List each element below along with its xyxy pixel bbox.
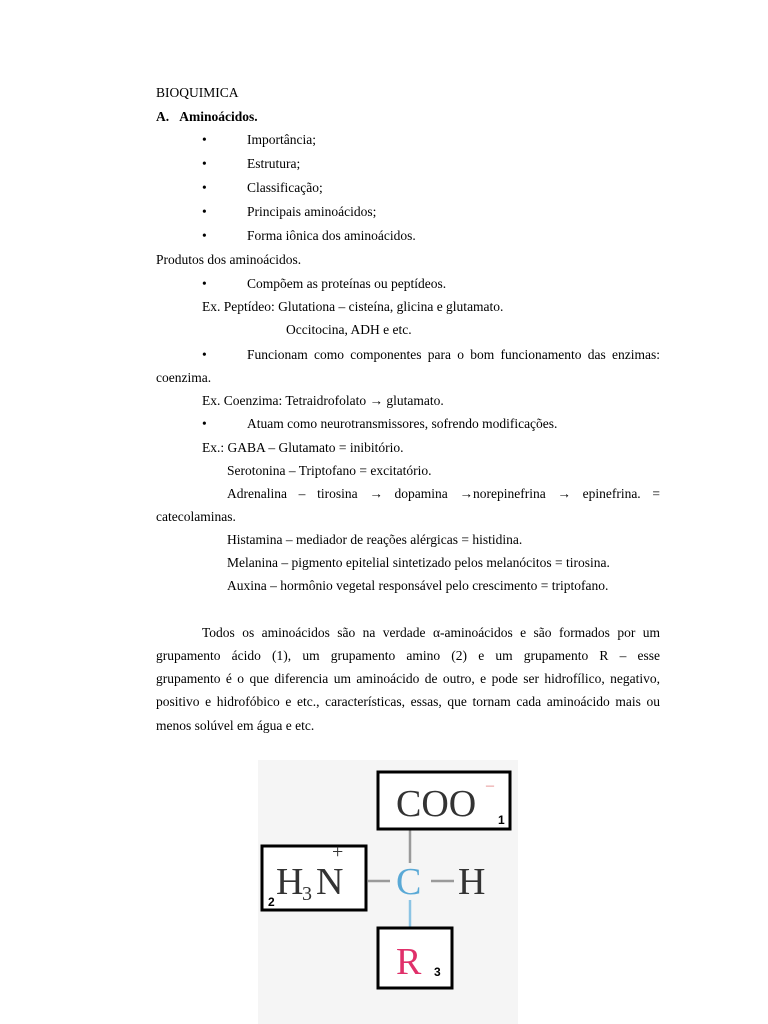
amino-n: N — [316, 861, 344, 903]
topic-item: Classificação; — [247, 180, 323, 195]
example-auxina: Auxina – hormônio vegetal responsável pelo crescimento = triptofano. — [227, 578, 609, 593]
example-peptide-cont: Occitocina, ADH e etc. — [286, 322, 412, 337]
paragraph-line: grupamento ácido (1), um grupamento amino (2) e um grupamento R – esse — [156, 648, 660, 663]
product-item: Compõem as proteínas ou peptídeos. — [247, 276, 447, 291]
paragraph-line: positivo e hidrofóbico e etc., características, essas, que tornam cada aminoácido mais ou — [156, 694, 660, 709]
example-histamina: Histamina – mediador de reações alérgicas = histidina. — [227, 532, 523, 547]
example-melanina: Melanina – pigmento epitelial sintetizado pelos melanócitos = tirosina. — [227, 555, 610, 570]
alpha-carbon: C — [396, 861, 422, 903]
example-adrenalina: Adrenalina – tirosina → dopamina →norepinefrina → epinefrina. = — [227, 486, 660, 501]
bullet-icon: • — [202, 276, 207, 291]
hydrogen-label: H — [458, 861, 486, 903]
products-heading: Produtos dos aminoácidos. — [156, 252, 302, 267]
topic-item: Estrutura; — [247, 156, 301, 171]
bullet-icon: • — [202, 416, 207, 431]
amino-h: H — [276, 861, 304, 903]
carboxyl-label: COO — [396, 783, 477, 825]
example-coenzyme: Ex. Coenzima: Tetraidrofolato → glutamato. — [202, 393, 444, 408]
amino-subscript: 3 — [302, 883, 312, 905]
amino-acid-structure-svg — [258, 760, 518, 1024]
carboxyl-charge: – — [486, 777, 494, 794]
amino-charge: + — [332, 841, 344, 863]
example-adrenalina-cont: catecolaminas. — [156, 509, 236, 524]
example-gaba: Ex.: GABA – Glutamato = inibitório. — [202, 440, 404, 455]
bullet-icon: • — [202, 204, 207, 219]
product-item: Atuam como neurotransmissores, sofrendo modificações. — [247, 416, 558, 431]
section-a-marker: A. — [156, 109, 170, 124]
paragraph-line: menos solúvel em água e etc. — [156, 718, 315, 733]
amino-number: 2 — [268, 895, 275, 909]
r-group-label: R — [396, 941, 422, 983]
r-group-number: 3 — [434, 965, 441, 979]
topic-item: Importância; — [247, 132, 316, 147]
document-header: BIOQUIMICA — [156, 85, 239, 100]
section-a-title: Aminoácidos. — [179, 109, 258, 124]
bullet-icon: • — [202, 228, 207, 243]
bullet-icon: • — [202, 156, 207, 171]
amino-acid-structure-diagram — [258, 760, 518, 1024]
bullet-icon: • — [202, 180, 207, 195]
product-item: Funcionam como componentes para o bom funcionamento das enzimas: — [247, 347, 660, 362]
topic-item: Forma iônica dos aminoácidos. — [247, 228, 416, 243]
example-serotonina: Serotonina – Triptofano = excitatório. — [227, 463, 432, 478]
topic-item: Principais aminoácidos; — [247, 204, 377, 219]
carboxyl-number: 1 — [498, 813, 505, 827]
example-peptide: Ex. Peptídeo: Glutationa – cisteína, glicina e glutamato. — [202, 299, 504, 314]
paragraph-line: grupamento é o que diferencia um aminoácido de outro, e pode ser hidrofílico, negativo, — [156, 671, 660, 686]
bullet-icon: • — [202, 347, 207, 362]
bullet-icon: • — [202, 132, 207, 147]
paragraph-line: Todos os aminoácidos são na verdade α-aminoácidos e são formados por um — [202, 625, 660, 640]
section-a-heading — [156, 108, 660, 126]
product-item-cont: coenzima. — [156, 370, 212, 385]
